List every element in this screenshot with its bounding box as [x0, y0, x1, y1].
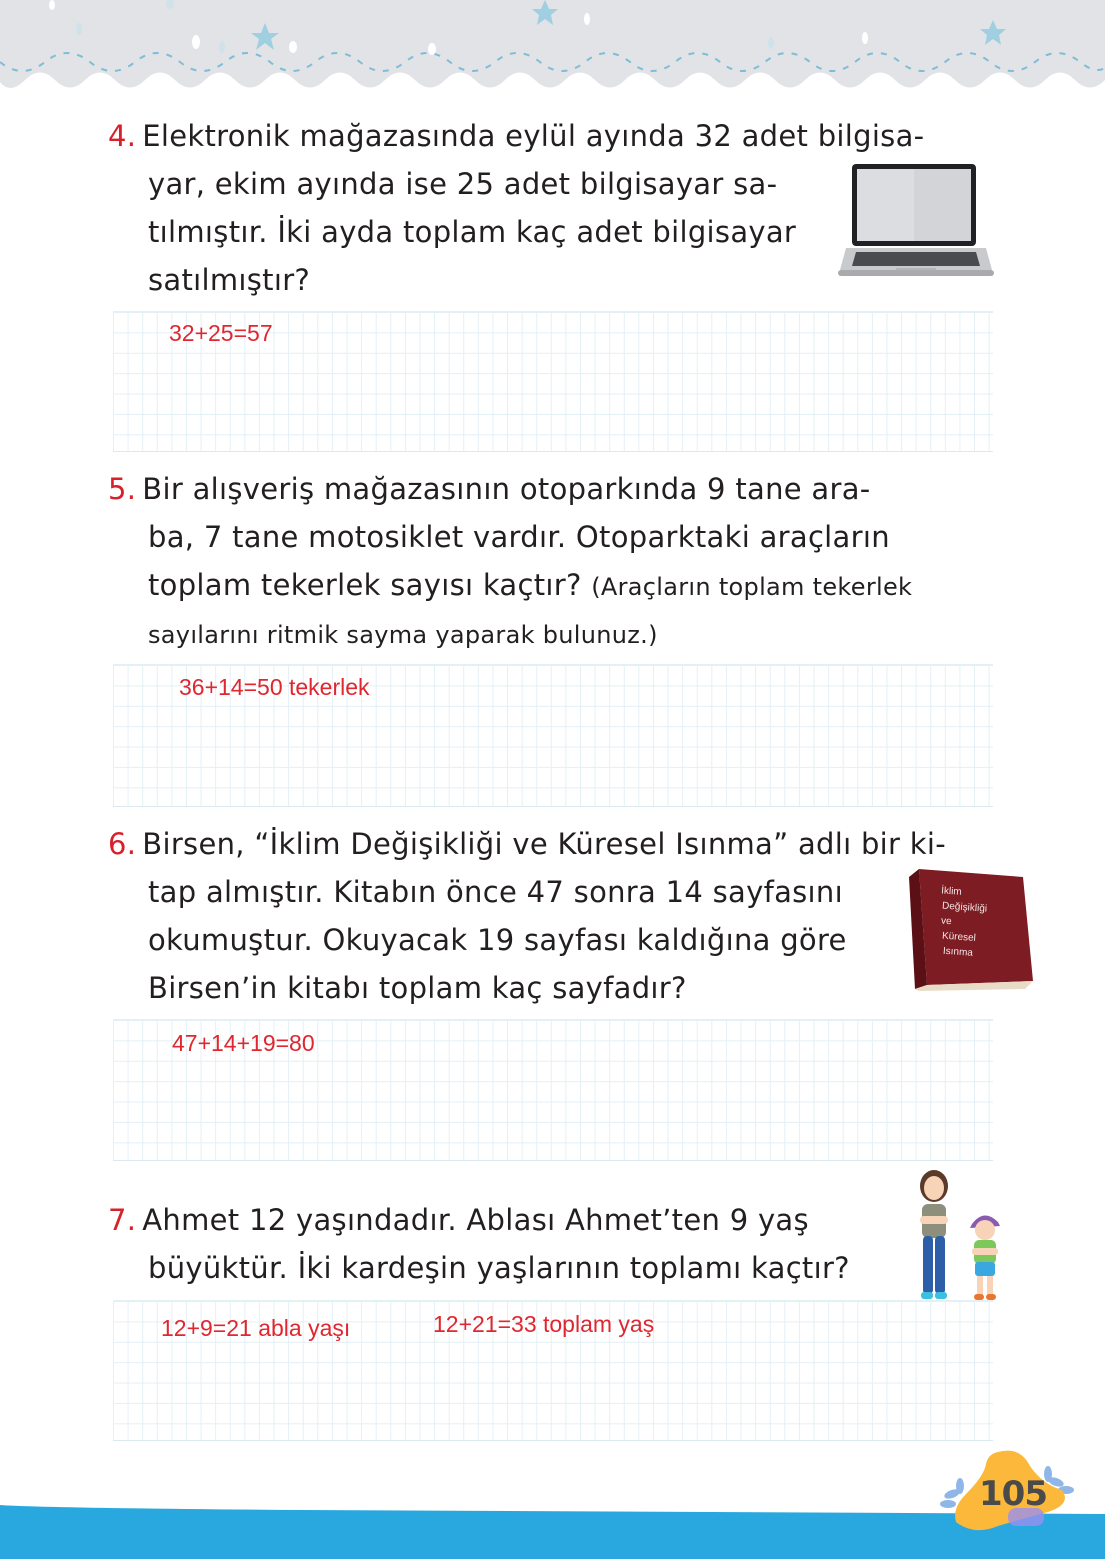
- question-note: sayılarını ritmik sayma yaparak bulunuz.): [148, 621, 658, 649]
- question-text-line: yar, ekim ayında ise 25 adet bilgisayar sa-: [148, 167, 778, 201]
- question-text-line: Birsen’in kitabı toplam kaç sayfadır?: [148, 971, 687, 1005]
- answer-grid-5[interactable]: [113, 664, 993, 807]
- question-text-line: Birsen, “İklim Değişikliği ve Küresel Isınma” adlı bir ki-: [142, 827, 946, 861]
- question-6: [108, 820, 946, 1012]
- question-text-line: toplam tekerlek sayısı kaçtır?: [148, 568, 582, 602]
- question-text-line: Elektronik mağazasında eylül ayında 32 adet bilgisa-: [142, 119, 925, 153]
- page-number: 105: [979, 1474, 1047, 1514]
- question-7: [108, 1196, 850, 1292]
- question-text-line: büyüktür. İki kardeşin yaşlarının toplamı kaçtır?: [148, 1251, 850, 1285]
- book-title-line: İklim: [940, 885, 963, 898]
- answer-text: 12+21=33 toplam yaş: [433, 1311, 655, 1337]
- header-decoration: [0, 0, 1105, 100]
- question-number: 7.: [108, 1203, 137, 1237]
- answer-text: 12+9=21 abla yaşı: [161, 1315, 351, 1341]
- question-text-line: ba, 7 tane motosiklet vardır. Otoparktaki araçların: [148, 520, 890, 554]
- question-text-line: tap almıştır. Kitabın önce 47 sonra 14 sayfasını: [148, 875, 843, 909]
- book-title-line: Değişikliği: [941, 900, 988, 915]
- question-text-line: Ahmet 12 yaşındadır. Ablası Ahmet’ten 9 yaş: [142, 1203, 809, 1237]
- answer-text: 32+25=57: [169, 320, 273, 346]
- question-number: 6.: [108, 827, 137, 861]
- question-text-line: tılmıştır. İki ayda toplam kaç adet bilgisayar: [148, 215, 797, 249]
- book-title-line: Isınma: [942, 945, 974, 959]
- answer-grid-7[interactable]: [113, 1300, 993, 1441]
- answer-text: 36+14=50 tekerlek: [179, 674, 370, 700]
- question-text-line: Bir alışveriş mağazasının otoparkında 9 tane ara-: [142, 472, 871, 506]
- book-title-line: Küresel: [941, 930, 977, 944]
- question-5: [108, 465, 912, 659]
- answer-text: 47+14+19=80: [172, 1030, 315, 1056]
- question-number: 4.: [108, 119, 137, 153]
- laptop-icon: [838, 162, 994, 280]
- question-note: (Araçların toplam tekerlek: [591, 573, 913, 601]
- question-text-line: okumuştur. Okuyacak 19 sayfası kaldığına göre: [148, 923, 847, 957]
- book-title-line: ve: [940, 915, 952, 928]
- answer-grid-4[interactable]: [113, 311, 993, 452]
- book-icon: [905, 863, 1035, 993]
- siblings-icon: [910, 1168, 1010, 1308]
- question-4: [108, 112, 924, 304]
- answer-grid-6[interactable]: [113, 1019, 993, 1161]
- wavy-band-icon: [0, 0, 1105, 100]
- question-text-line: satılmıştır?: [148, 263, 311, 297]
- question-number: 5.: [108, 472, 137, 506]
